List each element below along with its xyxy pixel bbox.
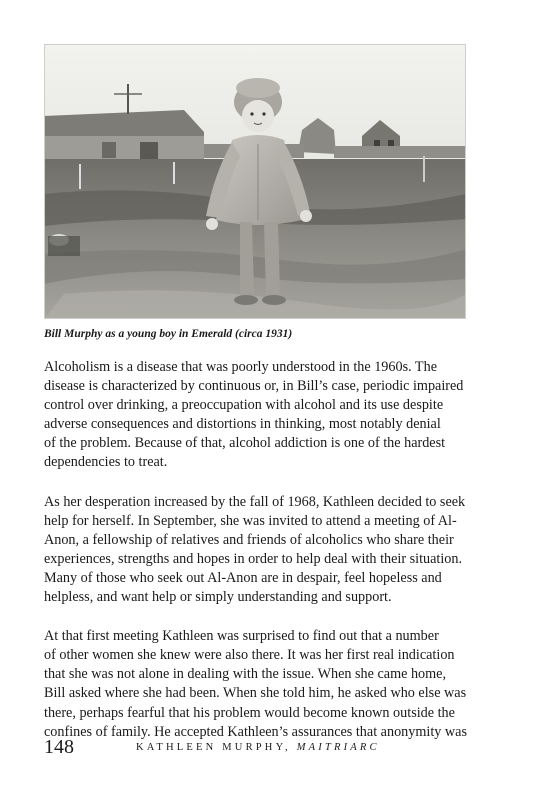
paragraph-first-meeting	[44, 627, 492, 742]
text-line: disease is characterized by continuous or, in Bill’s case, periodic impaired	[44, 378, 464, 395]
text-line: Alcoholism is a disease that was poorly understood in the 1960s. The	[44, 359, 437, 375]
text-line: adverse consequences and distortions in thinking, most notably denial	[44, 416, 441, 433]
paragraph-alcoholism	[44, 358, 492, 473]
text-line: experiences, strengths and hopes in order to help deal with their situation.	[44, 550, 463, 567]
photo-image	[44, 44, 466, 319]
text-line: dependencies to treat.	[44, 454, 168, 471]
running-head	[136, 741, 380, 755]
photo-young-boy	[44, 44, 466, 319]
text-line: confines of family. He accepted Kathleen’s assurances that anonymity was	[44, 723, 467, 740]
text-line: Anon, a fellowship of relatives and friends of alcoholics who share their	[44, 531, 454, 548]
text-line: of other women she knew were also there. It was her first real indication	[44, 647, 455, 664]
running-head-author: KATHLEEN MURPHY,	[136, 742, 291, 753]
text-line: help for herself. In September, she was invited to attend a meeting of Al-	[44, 512, 457, 529]
text-line: there, perhaps fearful that his problem would become known outside the	[44, 704, 455, 721]
text-line: of the problem. Because of that, alcohol addiction is one of the hardest	[44, 435, 446, 452]
body-text	[44, 358, 492, 762]
text-line: Many of those who seek out Al-Anon are in despair, feel hopeless and	[44, 569, 442, 586]
page-number: 148	[44, 736, 74, 758]
text-line: that she was not alone in dealing with the issue. When she came home,	[44, 666, 447, 683]
running-head-title: MAITRIARC	[296, 742, 380, 753]
photo-caption: Bill Murphy as a young boy in Emerald (circa 1931)	[44, 328, 293, 340]
text-line: Bill asked where she had been. When she told him, he asked who else was	[44, 685, 467, 702]
text-line: At that first meeting Kathleen was surprised to find out that a number	[44, 628, 439, 645]
text-line: helpless, and want help or simply understanding and support.	[44, 589, 392, 606]
text-line: control over drinking, a preoccupation with alcohol and its use despite	[44, 397, 444, 414]
paragraph-al-anon	[44, 493, 492, 608]
text-line: As her desperation increased by the fall of 1968, Kathleen decided to seek	[44, 493, 466, 510]
